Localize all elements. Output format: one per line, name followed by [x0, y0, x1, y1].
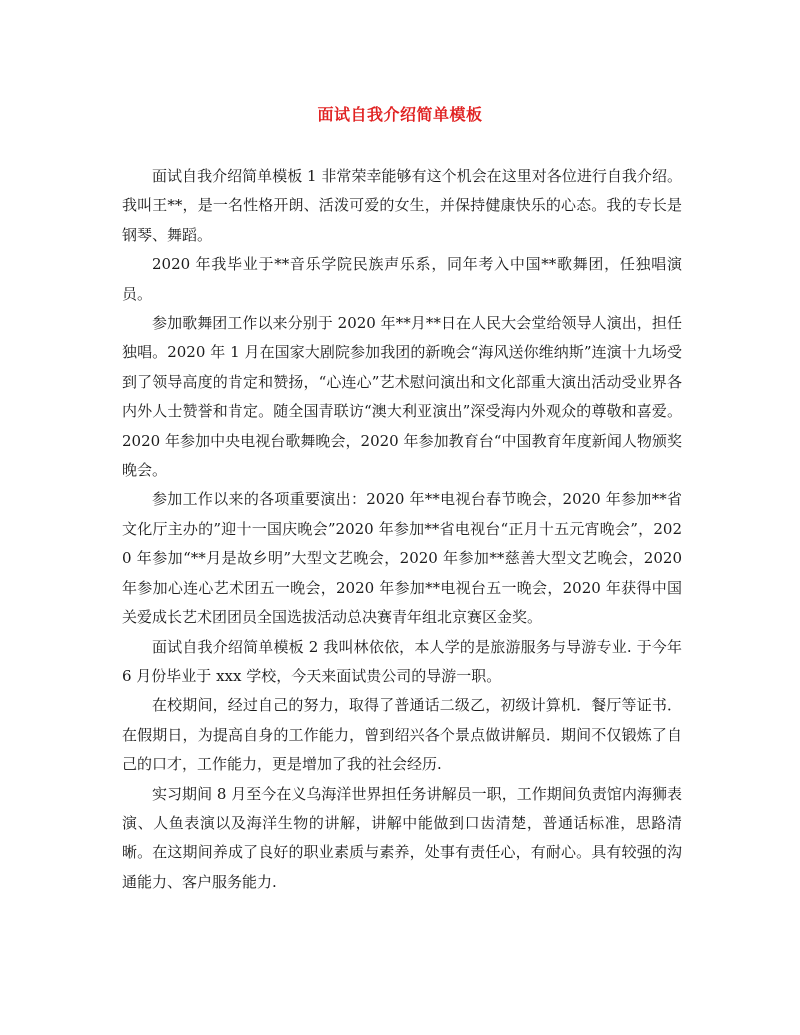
- document-body: [122, 162, 682, 897]
- document-title: 面试自我介绍简单模板: [317, 105, 483, 124]
- paragraph-internship: 实习期间 8 月至今在义乌海洋世界担任务讲解员一职，工作期间负责馆内海狮表演、人鱼表演以及海洋生物的讲解，讲解中能做到口齿清楚，普通话标准，思路清晰。在这期间养成了良好的职业素质与素养，处事有责任心，有耐心。具有较强的沟通能力、客户服务能力.: [122, 784, 682, 891]
- paragraph-template-2-intro: 面试自我介绍简单模板 2 我叫林依依，本人学的是旅游服务与导游专业. 于今年 6 月份毕业于 xxx 学校，今天来面试贵公司的导游一职。: [122, 637, 682, 685]
- paragraph-template-1-intro: 面试自我介绍简单模板 1 非常荣幸能够有这个机会在这里对各位进行自我介绍。我叫王**，是一名性格开朗、活泼可爱的女生，并保持健康快乐的心态。我的专长是钢琴、舞蹈。: [122, 167, 682, 244]
- paragraph-performances: 参加歌舞团工作以来分别于 2020 年**月**日在人民大会堂给领导人演出，担任独唱。2020 年 1 月在国家大剧院参加我团的新晚会“海风送你维纳斯”连演十九场受到了领导高度的肯定和赞扬，“心连心”艺术慰问演出和文化部重大演出活动受业界各内外人士赞誉和肯定。随全国青联访“澳大利亚演出”深受海内外观众的尊敬和喜爱。2020 年参加中央电视台歌舞晚会，2020 年参加教育台“中国教育年度新闻人物颁奖晚会。: [122, 314, 682, 480]
- paragraph-school-period: 在校期间，经过自己的努力，取得了普通话二级乙，初级计算机．餐厅等证书．在假期日，为提高自身的工作能力，曾到绍兴各个景点做讲解员．期间不仅锻炼了自己的口才，工作能力，更是增加了我的社会经历.: [122, 696, 682, 774]
- paragraph-important-shows: 参加工作以来的各项重要演出：2020 年**电视台春节晚会，2020 年参加**省文化厅主办的”迎十一国庆晚会”2020 年参加**省电视台“正月十五元宵晚会”，2020 年参加“**月是故乡明”大型文艺晚会，2020 年参加**慈善大型文艺晚会，2020 年参加心连心艺术团五一晚会，2020 年参加**电视台五一晚会，2020 年获得中国关爱成长艺术团团员全国选拔活动总决赛青年组北京赛区金奖。: [122, 490, 682, 627]
- paragraph-graduation: 2020 年我毕业于**音乐学院民族声乐系，同年考入中国**歌舞团，任独唱演员。: [122, 255, 682, 303]
